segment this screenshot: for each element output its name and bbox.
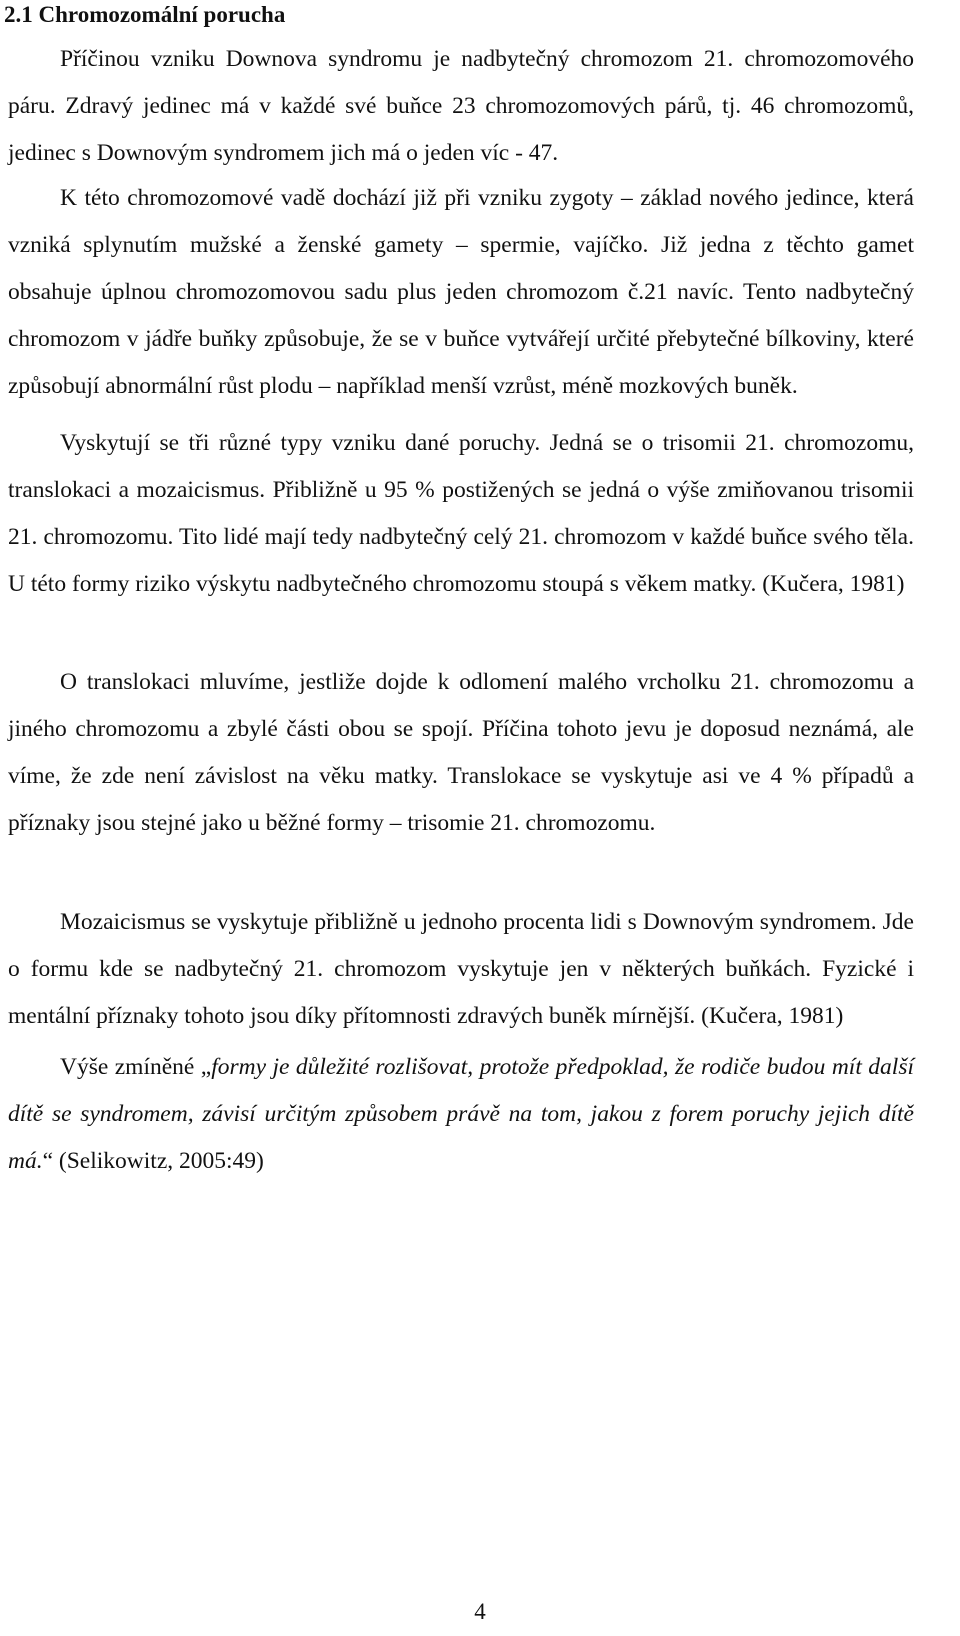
page-number: 4 xyxy=(474,1599,486,1624)
citation-lead: Výše zmíněné „ xyxy=(60,1054,212,1080)
section-heading: 2.1 Chromozomální porucha xyxy=(4,2,286,27)
paragraph-zygote: K této chromozomové vadě dochází již při vzniku zygoty – základ nového jedince, která vzniká splynutím mužské a ženské gamety – spermie, vajíčko. Již jedna z těchto gamet obsahuje úplnou chromozomovou sadu plus jeden chromozom č.21 navíc. Tento nadbytečný chromozom v jádře buňky způsobuje, že se v buňce vytvářejí určité přebytečné bílkoviny, které způsobují abnormální růst plodu – například menší vzrůst, méně mozkových buněk. xyxy=(8,185,914,399)
paragraph-mosaicism: Mozaicismus se vyskytuje přibližně u jednoho procenta lidi s Downovým syndromem. Jde o formu kde se nadbytečný 21. chromozom vyskytuje jen v některých buňkách. Fyzické i mentální příznaky tohoto jsou díky přítomnosti zdravých buněk mírnější. (Kučera, 1981) xyxy=(8,909,914,1029)
paragraph-citation xyxy=(8,1044,914,1185)
paragraph-cause: Příčinou vzniku Downova syndromu je nadbytečný chromozom 21. chromozomového páru. Zdravý jedinec má v každé své buňce 23 chromozomových párů, tj. 46 chromozomů, jedinec s Downovým syndromem jich má o jeden víc - 47. xyxy=(8,46,914,166)
citation-source: “ (Selikowitz, 2005:49) xyxy=(42,1148,264,1174)
paragraph-translocation: O translokaci mluvíme, jestliže dojde k odlomení malého vrcholku 21. chromozomu a jiného chromozomu a zbylé části obou se spojí. Příčina tohoto jevu je doposud neznámá, ale víme, že zde není závislost na věku matky. Translokace se vyskytuje asi ve 4 % případů a příznaky jsou stejné jako u běžné formy – trisomie 21. chromozomu. xyxy=(8,669,914,836)
citation-quote: formy je důležité rozlišovat, protože předpoklad, že rodiče budou mít další dítě se syndromem, závisí určitým způsobem právě na tom, jakou z forem poruchy jejich dítě má. xyxy=(8,1054,914,1174)
paragraph-types: Vyskytují se tři různé typy vzniku dané poruchy. Jedná se o trisomii 21. chromozomu, translokaci a mozaicismus. Přibližně u 95 % postižených se jedná o výše zmiňovanou trisomii 21. chromozomu. Tito lidé mají tedy nadbytečný celý 21. chromozom v každé buňce svého těla. U této formy riziko výskytu nadbytečného chromozomu stoupá s věkem matky. (Kučera, 1981) xyxy=(8,430,914,597)
